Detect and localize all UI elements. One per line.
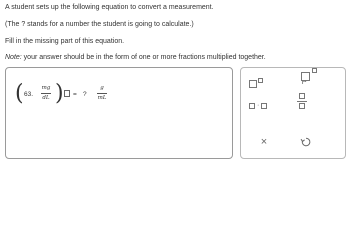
note-label: Note:	[5, 54, 22, 61]
question-line-3: Fill in the missing part of this equation.	[5, 38, 125, 45]
question-note	[5, 53, 266, 62]
question-line-1: A student sets up the following equation to convert a measurement.	[5, 4, 214, 11]
math-toolbar	[240, 67, 346, 159]
right-paren: )	[55, 81, 64, 106]
clear-button[interactable]: ×	[260, 136, 268, 148]
multiply-button[interactable]: ·	[249, 101, 269, 111]
equals-sign: =	[73, 91, 77, 98]
missing-part-slot[interactable]	[64, 90, 70, 97]
equation-number: 63.	[24, 91, 34, 98]
target-unit-denominator: mL	[97, 95, 107, 101]
left-paren: (	[15, 81, 24, 106]
given-unit-numerator: mg	[41, 85, 51, 91]
superscript-button[interactable]	[249, 78, 265, 88]
question-line-2: (The ? stands for a number the student is going to calculate.)	[5, 21, 194, 28]
target-unit-fraction	[97, 85, 107, 102]
undo-icon[interactable]	[300, 136, 312, 148]
target-unit-numerator: g	[100, 85, 104, 91]
answer-input-area[interactable]	[5, 67, 233, 159]
fraction-button[interactable]	[296, 93, 308, 111]
given-unit-denominator: dL	[42, 95, 50, 101]
unknown-mark: ?	[83, 91, 87, 98]
note-text: your answer should be in the form of one or more fractions multiplied together.	[21, 54, 266, 61]
exponent-button[interactable]	[301, 67, 323, 85]
given-unit-fraction	[41, 85, 51, 102]
